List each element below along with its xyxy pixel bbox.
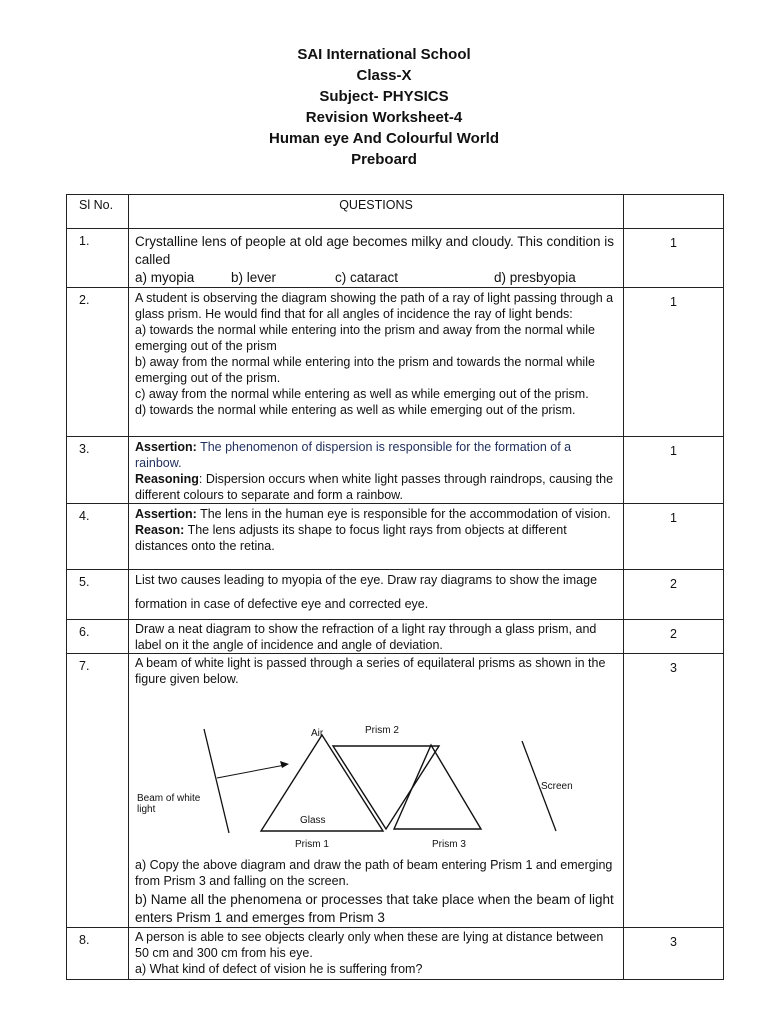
reason-label: Reasoning (135, 472, 199, 486)
reason-text: : Dispersion occurs when white light passes through raindrops, causing the different colours to separate and form a rainbow. (135, 472, 614, 502)
table-row (67, 288, 724, 437)
question-text (129, 504, 624, 570)
reason-text: The lens adjusts its shape to focus light rays from objects at different distances onto the retina. (135, 523, 567, 553)
beam-label-line1: Beam of white (137, 793, 201, 804)
table-row (67, 437, 724, 504)
worksheet-title: Revision Worksheet-4 (305, 109, 463, 126)
question-marks: 1 (624, 504, 724, 570)
question-number: 1. (67, 229, 129, 288)
option-c: c) cataract (335, 270, 399, 285)
reason (135, 522, 617, 554)
table-row (67, 504, 724, 570)
prism-2-label: Prism 2 (365, 725, 399, 736)
assertion (135, 506, 617, 522)
option-d: d) presbyopia (494, 270, 576, 285)
prism-3-label: Prism 3 (432, 839, 466, 849)
part-a: a) Copy the above diagram and draw the path of beam entering Prism 1 and emerging from Prism 3 and falling on the screen. (135, 858, 613, 888)
question-line-1: List two causes leading to myopia of the eye. Draw ray diagrams to show the image (135, 573, 598, 587)
reason-label: Reason: (135, 523, 185, 537)
air-label: Air (311, 728, 324, 739)
assertion-label: Assertion: (135, 440, 197, 454)
question-text (129, 437, 624, 504)
table-row (67, 654, 724, 928)
question-marks: 2 (624, 620, 724, 654)
table-row (67, 928, 724, 980)
screen-label: Screen (541, 781, 573, 792)
option-b: b) lever (231, 270, 277, 285)
exam-label: Preboard (351, 151, 417, 168)
left-line (204, 729, 229, 833)
chapter-title: Human eye And Colourful World (268, 130, 499, 147)
reason (135, 471, 617, 503)
question-marks: 3 (624, 928, 724, 980)
question-number: 6. (67, 620, 129, 654)
assertion-text: The lens in the human eye is responsible for the accommodation of vision. (196, 507, 611, 521)
question-text: Draw a neat diagram to show the refraction of a light ray through a glass prism, and label on it the angle of incidence and angle of deviation. (129, 620, 624, 654)
question-number: 2. (67, 288, 129, 437)
document-header (0, 44, 768, 170)
light-beam (217, 765, 285, 778)
table-row (67, 570, 724, 620)
option-a: a) myopia (135, 270, 195, 285)
question-marks: 3 (624, 654, 724, 928)
subject-label: Subject- PHYSICS (319, 88, 449, 105)
question-number: 5. (67, 570, 129, 620)
assertion (135, 439, 617, 471)
question-number: 4. (67, 504, 129, 570)
question-marks: 1 (624, 229, 724, 288)
questions-table (66, 194, 724, 980)
option-a: a) towards the normal while entering into the prism and away from the normal while emerging out of the prism (135, 323, 595, 353)
option-c: c) away from the normal while entering as well as while emerging out of the prism. (135, 387, 589, 401)
assertion-text: The phenomenon of dispersion is responsible for the formation of a rainbow. (135, 440, 572, 470)
question-text (129, 654, 624, 928)
question-intro: A beam of white light is passed through a series of equilateral prisms as shown in the figure given below. (135, 656, 606, 686)
class-label: Class-X (356, 67, 412, 84)
prism-1-label: Prism 1 (295, 839, 329, 849)
beam-label-line2: light (137, 804, 156, 815)
table-row (67, 620, 724, 654)
question-marks: 1 (624, 437, 724, 504)
option-d: d) towards the normal while entering as well as while emerging out of the prism. (135, 403, 576, 417)
arrow-head (280, 761, 289, 768)
part-b: b) Name all the phenomena or processes that take place when the beam of light enters Prism 1 and emerges from Prism 3 (135, 892, 614, 925)
question-line-2: formation in case of defective eye and corrected eye. (135, 597, 429, 611)
option-b: b) away from the normal while entering into the prism and towards the normal while emerging out of the prism. (135, 355, 595, 385)
question-number: 8. (67, 928, 129, 980)
question-stem: Crystalline lens of people at old age becomes milky and cloudy. This condition is called (135, 234, 615, 267)
header-marks (624, 195, 724, 229)
question-text (129, 570, 624, 620)
part-a: a) What kind of defect of vision he is suffering from? (135, 962, 423, 976)
table-header-row (67, 195, 724, 229)
table-row (67, 229, 724, 288)
prism-3-triangle (394, 745, 481, 829)
glass-label: Glass (300, 815, 326, 826)
header-questions: QUESTIONS (129, 195, 624, 229)
assertion-label: Assertion: (135, 507, 197, 521)
question-stem: A student is observing the diagram showing the path of a ray of light passing through a glass prism. He would find that for all angles of incidence the ray of light bends: (135, 291, 614, 321)
question-number: 3. (67, 437, 129, 504)
question-marks: 2 (624, 570, 724, 620)
question-marks: 1 (624, 288, 724, 437)
prism-figure (129, 721, 599, 849)
question-text (129, 928, 624, 980)
question-text (129, 288, 624, 437)
options-row (135, 269, 617, 287)
question-number: 7. (67, 654, 129, 928)
prism-2-triangle (333, 746, 439, 829)
school-name: SAI International School (297, 46, 471, 63)
question-text (129, 229, 624, 288)
question-stem: A person is able to see objects clearly only when these are lying at distance between 50 cm and 300 cm from his eye. (135, 930, 604, 960)
header-sl-no: Sl No. (67, 195, 129, 229)
